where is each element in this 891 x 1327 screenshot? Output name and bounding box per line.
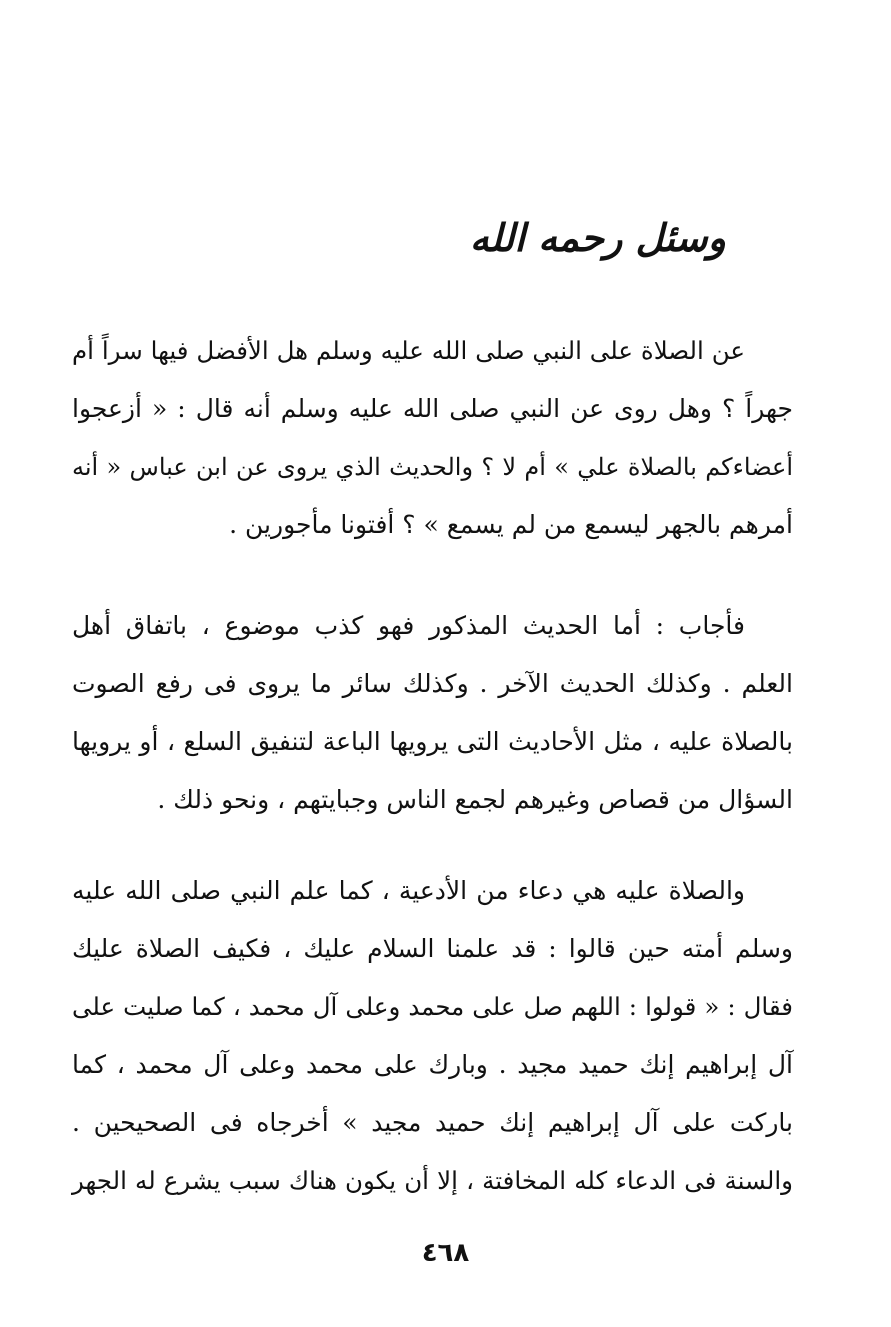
text-line: وسلم أمته حين قالوا : قد علمنا السلام عليك ، فكيف الصلاة عليك [72,934,793,963]
text-line: باركت على آل إبراهيم إنك حميد مجيد » أخرجاه فى الصحيحين . [72,1108,793,1137]
page-number: ٤٦٨ [421,1238,470,1268]
text-line: آل إبراهيم إنك حميد مجيد . وبارك على محمد وعلى آل محمد ، كما [72,1050,793,1079]
text-line: فقال : « قولوا : اللهم صل على محمد وعلى آل محمد ، كما صليت على [72,992,793,1021]
text-line: العلم . وكذلك الحديث الآخر . وكذلك سائر ما يروى فى رفع الصوت [72,669,793,698]
section-heading: وسئل رحمه الله [469,215,726,260]
explanation-paragraph [72,862,793,1210]
text-line: جهراً ؟ وهل روى عن النبي صلى الله عليه وسلم أنه قال : « أزعجوا [72,394,793,423]
question-paragraph [72,322,793,554]
answer-paragraph [72,597,793,829]
text-line: والصلاة عليه هي دعاء من الأدعية ، كما علم النبي صلى الله عليه [72,876,745,905]
text-line: عن الصلاة على النبي صلى الله عليه وسلم هل الأفضل فيها سراً أم [72,336,745,365]
text-line: بالصلاة عليه ، مثل الأحاديث التى يرويها الباعة لتنفيق السلع ، أو يرويها [72,727,793,756]
text-line: والسنة فى الدعاء كله المخافتة ، إلا أن يكون هناك سبب يشرع له الجهر [72,1166,793,1195]
text-line: أعضاءكم بالصلاة علي » أم لا ؟ والحديث الذي يروى عن ابن عباس « أنه [72,453,793,481]
text-line: أمرهم بالجهر ليسمع من لم يسمع » ؟ أفتونا مأجورين . [229,510,793,539]
text-line: فأجاب : أما الحديث المذكور فهو كذب موضوع ، باتفاق أهل [72,611,745,640]
text-line: السؤال من قصاص وغيرهم لجمع الناس وجبايتهم ، ونحو ذلك . [157,785,793,814]
